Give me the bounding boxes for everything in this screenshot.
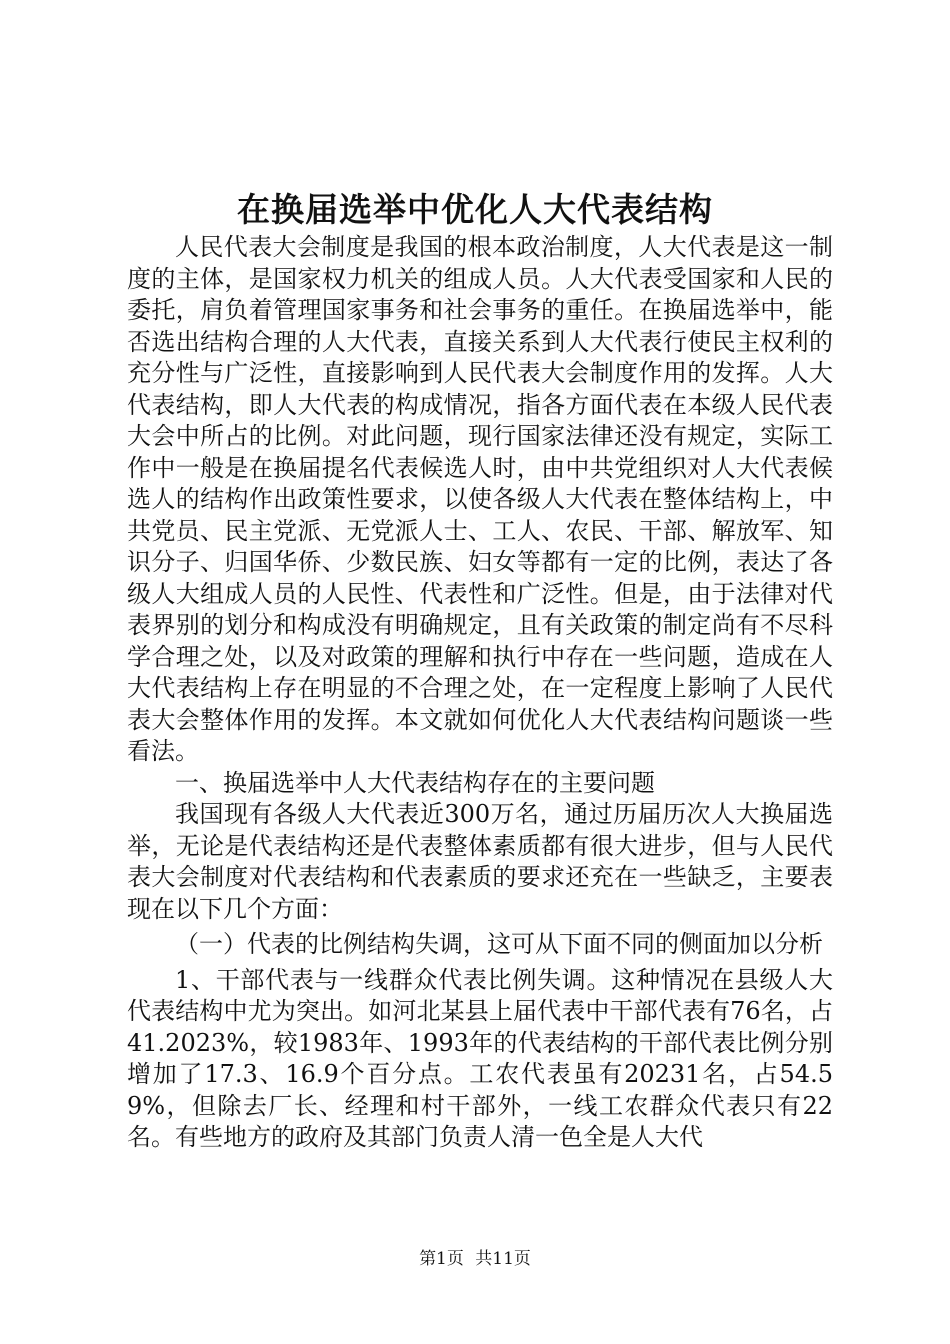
page-footer — [0, 1244, 950, 1269]
section-heading-1: 一、换届选举中人大代表结构存在的主要问题 — [175, 768, 655, 797]
body-paragraph-point-1: 1、干部代表与一线群众代表比例失调。这种情况在县级人大代表结构中尤为突出。如河北某县上届代表中干部代表有76名，占41.2023%，较1983年、1993年的代表结构的干部代表比例分别增加了17.3、16.9个百分点。工农代表虽有20231名，占54.59%，但除去厂长、经理和村干部外，一线工农群众代表只有22名。有些地方的政府及其部门负责人清一色全是人大代 — [127, 965, 833, 1151]
document-title: 在换届选举中优化人大代表结构 — [237, 190, 713, 229]
subsection-heading-1: （一）代表的比例结构失调，这可从下面不同的侧面加以分析 — [175, 930, 823, 958]
page-total: 共11页 — [475, 1249, 531, 1269]
body-paragraph-overview: 我国现有各级人大代表近300万名，通过历届历次人大换届选举，无论是代表结构还是代表整体素质都有很大进步，但与人民代表大会制度对代表结构和代表素质的要求还充在一些缺乏，主要表现在以下几个方面： — [127, 800, 833, 923]
document-body — [127, 232, 833, 1154]
page-number: 第1页 — [419, 1249, 464, 1269]
body-paragraph-intro: 人民代表大会制度是我国的根本政治制度，人大代表是这一制度的主体，是国家权力机关的组成人员。人大代表受国家和人民的委托，肩负着管理国家事务和社会事务的重任。在换届选举中，能否选出结构合理的人大代表，直接关系到人大代表行使民主权利的充分性与广泛性，直接影响到人民代表大会制度作用的发挥。人大代表结构，即人大代表的构成情况，指各方面代表在本级人民代表大会中所占的比例。对此问题，现行国家法律还没有规定，实际工作中一般是在换届提名代表候选人时，由中共党组织对人大代表候选人的结构作出政策性要求，以使各级人大代表在整体结构上，中共党员、民主党派、无党派人士、工人、农民、干部、解放军、知识分子、归国华侨、少数民族、妇女等都有一定的比例，表达了各级人大组成人员的人民性、代表性和广泛性。但是，由于法律对代表界别的划分和构成没有明确规定，且有关政策的制定尚有不尽科学合理之处，以及对政策的理解和执行中存在一些问题，造成在人大代表结构上存在明显的不合理之处，在一定程度上影响了人民代表大会整体作用的发挥。本文就如何优化人大代表结构问题谈一些看法。 — [127, 233, 833, 765]
